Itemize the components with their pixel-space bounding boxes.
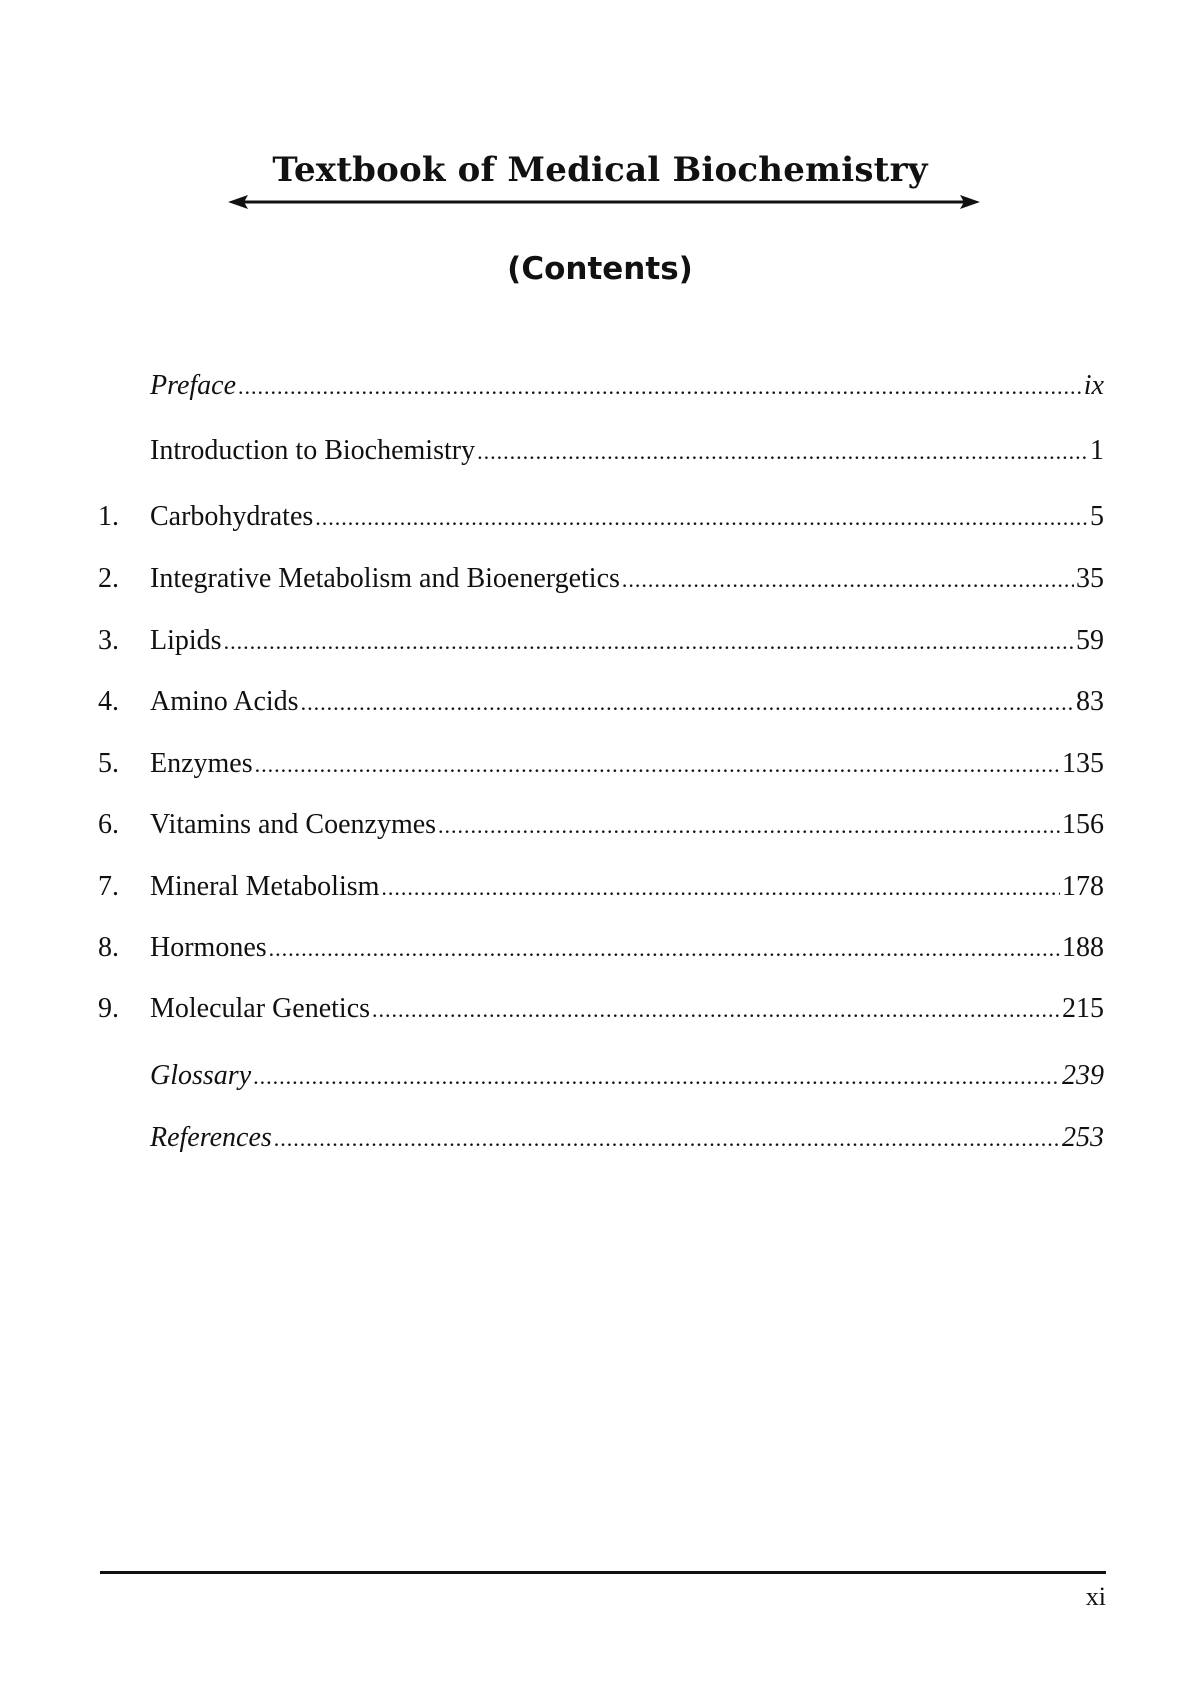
toc-leader-dots	[274, 1119, 1060, 1159]
toc-entry-chapter-4[interactable]	[98, 682, 1104, 722]
toc-entry-number: 2.	[98, 563, 119, 594]
toc-entry-title: Vitamins and Coenzymes	[150, 809, 437, 840]
toc-entry-title: Glossary	[150, 1060, 252, 1091]
toc-entry-page: 215	[1062, 993, 1104, 1024]
toc-entry-title: Lipids	[150, 625, 222, 656]
toc-leader-dots	[372, 990, 1060, 1030]
toc-entry-page: 35	[1076, 563, 1104, 594]
toc-entry-title: Integrative Metabolism and Bioenergetics	[150, 563, 620, 594]
toc-entry-glossary[interactable]	[98, 1056, 1104, 1096]
toc-entry-title: Introduction to Biochemistry	[150, 435, 476, 466]
toc-entry-number: 7.	[98, 871, 119, 902]
toc-leader-dots	[477, 432, 1088, 472]
toc-leader-dots	[315, 498, 1088, 538]
toc-entry-number: 4.	[98, 686, 119, 717]
toc-entry-page: 5	[1090, 501, 1104, 532]
toc-entry-page: 83	[1076, 686, 1104, 717]
book-title: Textbook of Medical Biochemistry	[272, 150, 928, 190]
toc-entry-number: 5.	[98, 748, 119, 779]
toc-leader-dots	[301, 683, 1074, 723]
toc-entry-title: Amino Acids	[150, 686, 299, 717]
toc-entry-number: 8.	[98, 932, 119, 963]
toc-leader-dots	[622, 560, 1074, 600]
page-number: xi	[1085, 1582, 1106, 1611]
toc-entry-chapter-6[interactable]	[98, 805, 1104, 845]
toc-entry-page: ix	[1083, 370, 1104, 401]
toc-entry-introduction[interactable]	[98, 431, 1104, 471]
toc-entry-number: 9.	[98, 993, 119, 1024]
toc-entry-references[interactable]	[98, 1118, 1104, 1158]
toc-leader-dots	[438, 806, 1060, 846]
toc-entry-preface[interactable]	[98, 366, 1104, 406]
contents-heading: (Contents)	[507, 251, 693, 287]
toc-entry-title: Mineral Metabolism	[150, 871, 380, 902]
toc-leader-dots	[381, 868, 1060, 908]
toc-entry-page: 1	[1090, 435, 1104, 466]
toc-entry-chapter-8[interactable]	[98, 928, 1104, 968]
toc-leader-dots	[238, 367, 1082, 407]
toc-entry-title: Enzymes	[150, 748, 253, 779]
toc-entry-title: References	[150, 1122, 272, 1153]
toc-entry-number: 1.	[98, 501, 119, 532]
toc-leader-dots	[224, 622, 1074, 662]
toc-entry-chapter-2[interactable]	[98, 559, 1104, 599]
toc-entry-chapter-1[interactable]	[98, 497, 1104, 537]
toc-entry-chapter-5[interactable]	[98, 744, 1104, 784]
toc-entry-title: Hormones	[150, 932, 267, 963]
toc-entry-number: 6.	[98, 809, 119, 840]
toc-leader-dots	[269, 929, 1060, 969]
toc-entry-page: 239	[1062, 1060, 1104, 1091]
toc-entry-page: 156	[1062, 809, 1104, 840]
footer-divider	[100, 1571, 1106, 1574]
toc-entry-page: 178	[1062, 871, 1104, 902]
toc-leader-dots	[253, 1057, 1060, 1097]
toc-entry-number: 3.	[98, 625, 119, 656]
toc-entry-chapter-9[interactable]	[98, 989, 1104, 1029]
toc-entry-page: 135	[1062, 748, 1104, 779]
double-arrow-rule	[228, 192, 980, 212]
toc-entry-title: Preface	[150, 370, 237, 401]
toc-entry-page: 253	[1062, 1122, 1104, 1153]
toc-entry-page: 188	[1062, 932, 1104, 963]
toc-entry-title: Molecular Genetics	[150, 993, 371, 1024]
toc-entry-page: 59	[1076, 625, 1104, 656]
toc-leader-dots	[255, 745, 1060, 785]
toc-entry-title: Carbohydrates	[150, 501, 314, 532]
toc-entry-chapter-3[interactable]	[98, 621, 1104, 661]
toc-entry-chapter-7[interactable]	[98, 867, 1104, 907]
